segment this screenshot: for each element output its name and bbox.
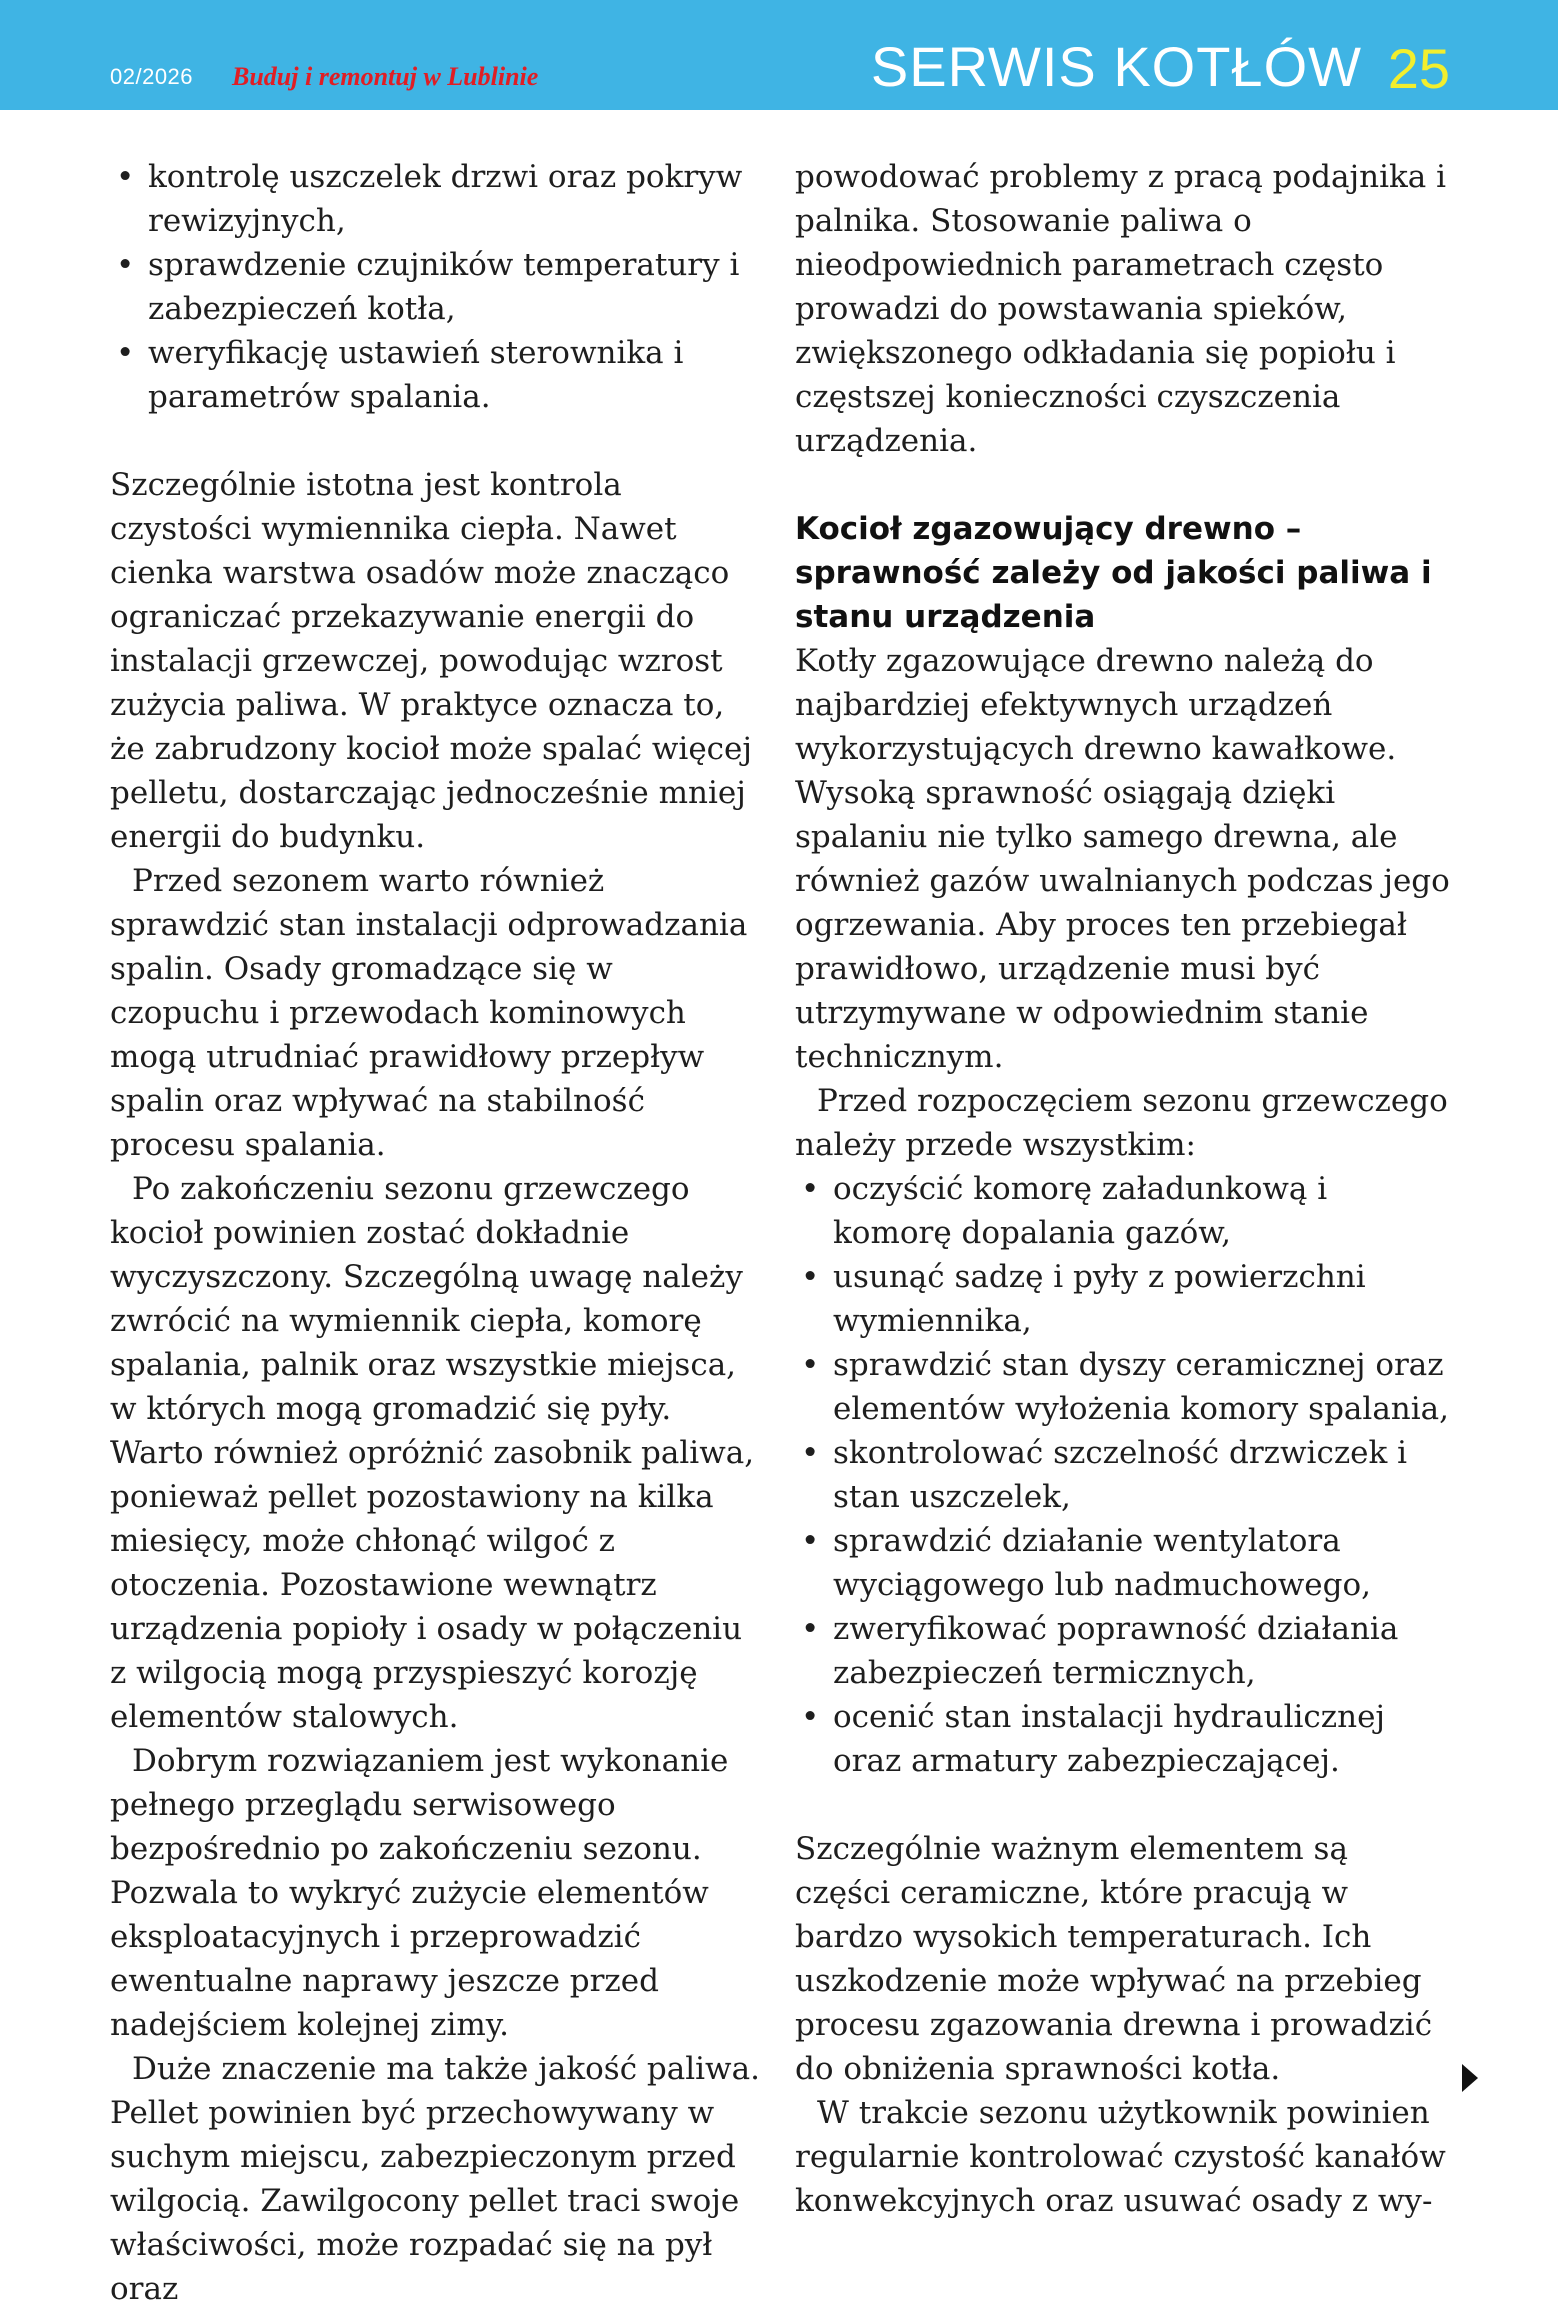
list-item-text: kontrolę uszczelek drzwi oraz pokryw rewizyjnych, [148,159,743,239]
checklist [795,1167,1450,1783]
list-item [110,331,762,419]
list-item-text: sprawdzić stan dyszy ceramicznej oraz elementów wyłożenia komory spalania, [833,1347,1450,1427]
bullet-icon: • [801,1347,820,1383]
list-item [795,1343,1450,1431]
list-item-text: usunąć sadzę i pyły z powierzchni wymiennika, [833,1259,1366,1339]
bullet-icon: • [116,247,135,283]
paragraph: Szczególnie ważnym elementem są części ceramiczne, które pracują w bardzo wysokich temperaturach. Ich uszkodzenie może wpływać na przebieg procesu zgazowania drewna i prowadzić do obniżenia sprawności kotła. [795,1831,1433,2087]
issue-number: 02/2026 [110,64,194,89]
bullet-icon: • [116,159,135,195]
bullet-icon: • [801,1523,820,1559]
section-subheading: Kocioł zgazowujący drewno – sprawność zależy od jakości paliwa i stanu urządzenia [795,511,1432,635]
paragraph: Dobrym rozwiązaniem jest wykonanie pełnego przeglądu serwisowego bezpośrednio po zakończeniu sezonu. Pozwala to wykryć zużycie elementów eksploatacyjnych i przeprowadzić ewentualne naprawy jeszcze przed nadejściem kolejnej zimy. [110,1743,729,2043]
spacer [795,463,1450,507]
paragraph: Przed sezonem warto również sprawdzić stan instalacji odprowadzania spalin. Osady gromadzące się w czopuchu i przewodach kominowych mogą utrudniać prawidłowy przepływ spalin oraz wpływać na stabilność procesu spalania. [110,863,748,1163]
list-item-text: weryfikację ustawień sterownika i parametrów spalania. [148,335,684,415]
paragraph: W trakcie sezonu użytkownik powinien regularnie kontrolować czystość kanałów konwekcyjnych oraz usuwać osady z wy- [795,2095,1446,2219]
list-item-text: zweryfikować poprawność działania zabezpieczeń termicznych, [833,1611,1399,1691]
list-item [795,1519,1450,1607]
paragraph: powodować problemy z pracą podajnika i palnika. Stosowanie paliwa o nieodpowiednich parametrach często prowadzi do powstawania spieków, zwiększonego odkładania się popiołu i częstszej konieczności czyszczenia urządzenia. [795,159,1447,459]
bullet-icon: • [801,1435,820,1471]
bullet-icon: • [116,335,135,371]
paragraph: Przed rozpoczęciem sezonu grzewczego należy przede wszystkim: [795,1083,1448,1163]
list-item [795,1695,1450,1783]
right-column [795,155,1450,2223]
list-item [795,1255,1450,1343]
bullet-icon: • [801,1259,820,1295]
page-number: 25 [1387,37,1450,100]
magazine-name: Buduj i remontuj w Lublinie [232,62,539,91]
next-page-arrow-icon[interactable] [1462,2064,1478,2092]
section-title: SERWIS KOTŁÓW [870,35,1362,98]
list-item [795,1607,1450,1695]
left-column [110,155,762,2311]
list-item [795,1167,1450,1255]
list-item [795,1431,1450,1519]
list-item-text: ocenić stan instalacji hydraulicznej oraz armatury zabezpieczającej. [833,1699,1386,1779]
page-header [0,0,1558,110]
spacer [795,1783,1450,1827]
bullet-icon: • [801,1699,820,1735]
list-item-text: oczyścić komorę załadunkową i komorę dopalania gazów, [833,1171,1328,1251]
inspection-list [110,155,762,419]
list-item-text: sprawdzenie czujników temperatury i zabezpieczeń kotła, [148,247,740,327]
list-item [110,243,762,331]
list-item [110,155,762,243]
paragraph: Po zakończeniu sezonu grzewczego kocioł powinien zostać dokładnie wyczyszczony. Szczególną uwagę należy zwrócić na wymiennik ciepła, komorę spalania, palnik oraz wszystkie miejsca, w których mogą gromadzić się pyły. Warto również opróżnić zasobnik paliwa, ponieważ pellet pozostawiony na kilka miesięcy, może chłonąć wilgoć z otoczenia. Pozostawione wewnątrz urządzenia popioły i osady w połączeniu z wilgocią mogą przyspieszyć korozję elementów stalowych. [110,1171,755,1735]
spacer [110,419,762,463]
bullet-icon: • [801,1611,820,1647]
list-item-text: skontrolować szczelność drzwiczek i stan uszczelek, [833,1435,1408,1515]
paragraph: Szczególnie istotna jest kontrola czystości wymiennika ciepła. Nawet cienka warstwa osadów może znacząco ograniczać przekazywanie energii do instalacji grzewczej, powodując wzrost zużycia paliwa. W praktyce oznacza to, że zabrudzony kocioł może spalać więcej pelletu, dostarczając jednocześnie mniej energii do budynku. [110,467,752,855]
list-item-text: sprawdzić działanie wentylatora wyciągowego lub nadmuchowego, [833,1523,1372,1603]
paragraph: Kotły zgazowujące drewno należą do najbardziej efektywnych urządzeń wykorzystujących drewno kawałkowe. Wysoką sprawność osiągają dzięki spalaniu nie tylko samego drewna, ale również gazów uwalnianych podczas jego ogrzewania. Aby proces ten przebiegał prawidłowo, urządzenie musi być utrzymywane w odpowiednim stanie technicznym. [795,643,1450,1075]
bullet-icon: • [801,1171,820,1207]
paragraph: Duże znaczenie ma także jakość paliwa. Pellet powinien być przechowywany w suchym miejscu, zabezpieczonym przed wilgocią. Zawilgocony pellet traci swoje właściwości, może rozpadać się na pył oraz [110,2051,760,2307]
